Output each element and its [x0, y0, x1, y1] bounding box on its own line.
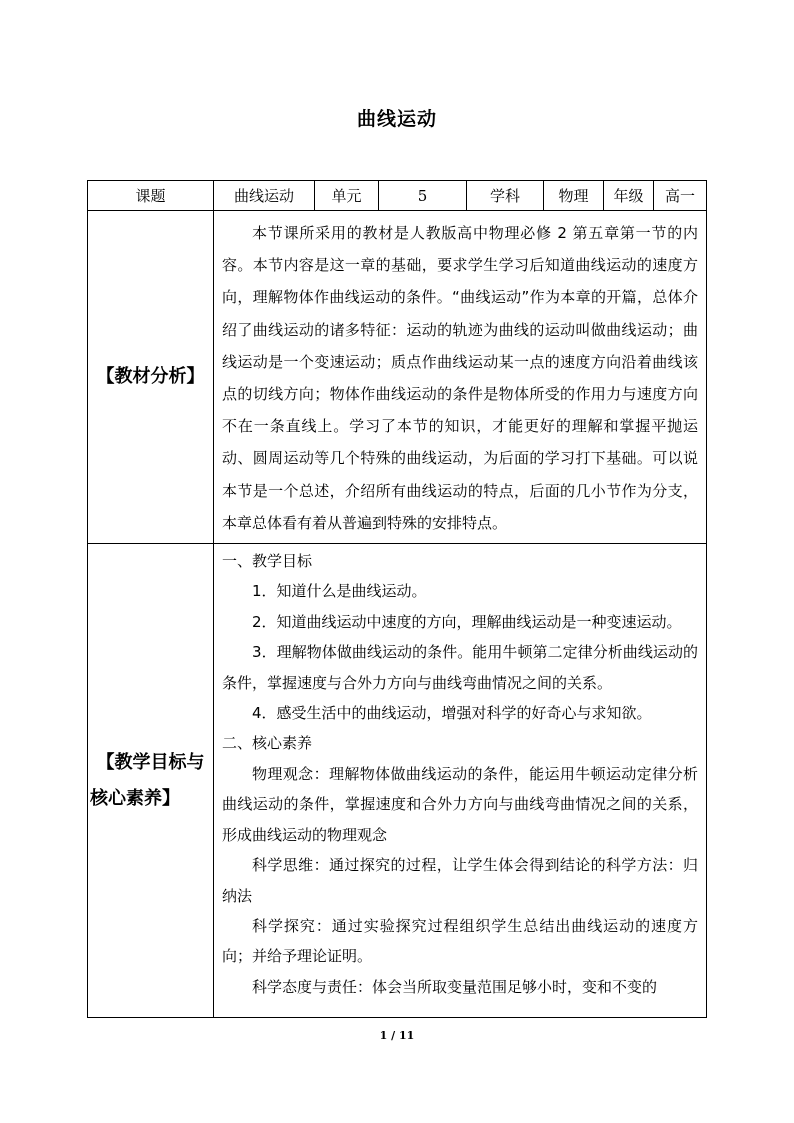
unit-label: 单元 — [315, 181, 379, 211]
header-row — [88, 181, 707, 211]
goals-label-line1: 【教学目标与 — [96, 751, 205, 773]
goal-item-3: 3．理解物体做曲线运动的条件。能用牛顿第二定律分析曲线运动的条件，掌握速度与合外力方向与曲线弯曲情况之间的关系。 — [222, 643, 698, 692]
literacy-item-1: 物理观念：理解物体做曲线运动的条件，能运用牛顿运动定律分析曲线运动的条件，掌握速度和合外力方向与曲线弯曲情况之间的关系，形成曲线运动的物理观念 — [222, 764, 698, 844]
literacy-item-2: 科学思维：通过探究的过程，让学生体会得到结论的科学方法：归纳法 — [222, 856, 698, 905]
goals-heading-1: 一、教学目标 — [222, 552, 313, 571]
subject-label: 学科 — [467, 181, 544, 211]
page-title: 曲线运动 — [356, 108, 437, 130]
goals-row — [88, 544, 707, 1018]
subject-value: 物理 — [544, 181, 604, 211]
goals-label — [88, 544, 214, 1018]
literacy-item-3: 科学探究：通过实验探究过程组织学生总结出曲线运动的速度方向；并给予理论证明。 — [222, 916, 698, 966]
grade-value: 高一 — [654, 181, 707, 211]
topic-label: 课题 — [88, 181, 214, 211]
textbook-analysis-label: 【教材分析】 — [88, 211, 214, 544]
unit-value: 5 — [379, 181, 467, 211]
textbook-analysis-row — [88, 211, 707, 544]
grade-label: 年级 — [604, 181, 654, 211]
goal-item-2: 2．知道曲线运动中速度的方向，理解曲线运动是一种变速运动。 — [252, 612, 682, 631]
page-number: 1 / 11 — [379, 1029, 415, 1042]
lesson-plan-table — [87, 180, 707, 1018]
goals-label-line2: 核心素养】 — [90, 787, 180, 809]
topic-value: 曲线运动 — [214, 181, 315, 211]
textbook-analysis-text: 本节课所采用的教材是人教版高中物理必修 2 第五章第一节的内容。本节内容是这一章的基础，要求学生学习后知道曲线运动的速度方向，理解物体作曲线运动的条件。“曲线运动”作为本章的开篇，总体介绍了曲线运动的诸多特征：运动的轨迹为曲线的运动叫做曲线运动；曲线运动是一个变速运动；质点作曲线运动某一点的速度方向沿着曲线该点的切线方向；物体作曲线运动的条件是物体所受的作用力与速度方向不在一条直线上。学习了本节的知识，才能更好的理解和掌握平抛运动、圆周运动等几个特殊的曲线运动，为后面的学习打下基础。可以说本节是一个总述，介绍所有曲线运动的特点，后面的几小节作为分支，本章总体看有着从普遍到特殊的安排特点。 — [214, 211, 707, 544]
goal-item-4: 4．感受生活中的曲线运动，增强对科学的好奇心与求知欲。 — [252, 704, 652, 723]
goals-heading-2: 二、核心素养 — [222, 734, 313, 753]
literacy-item-4: 科学态度与责任：体会当所取变量范围足够小时，变和不变的 — [252, 977, 658, 996]
goals-content — [214, 544, 707, 1018]
goal-item-1: 1．知道什么是曲线运动。 — [252, 582, 427, 601]
